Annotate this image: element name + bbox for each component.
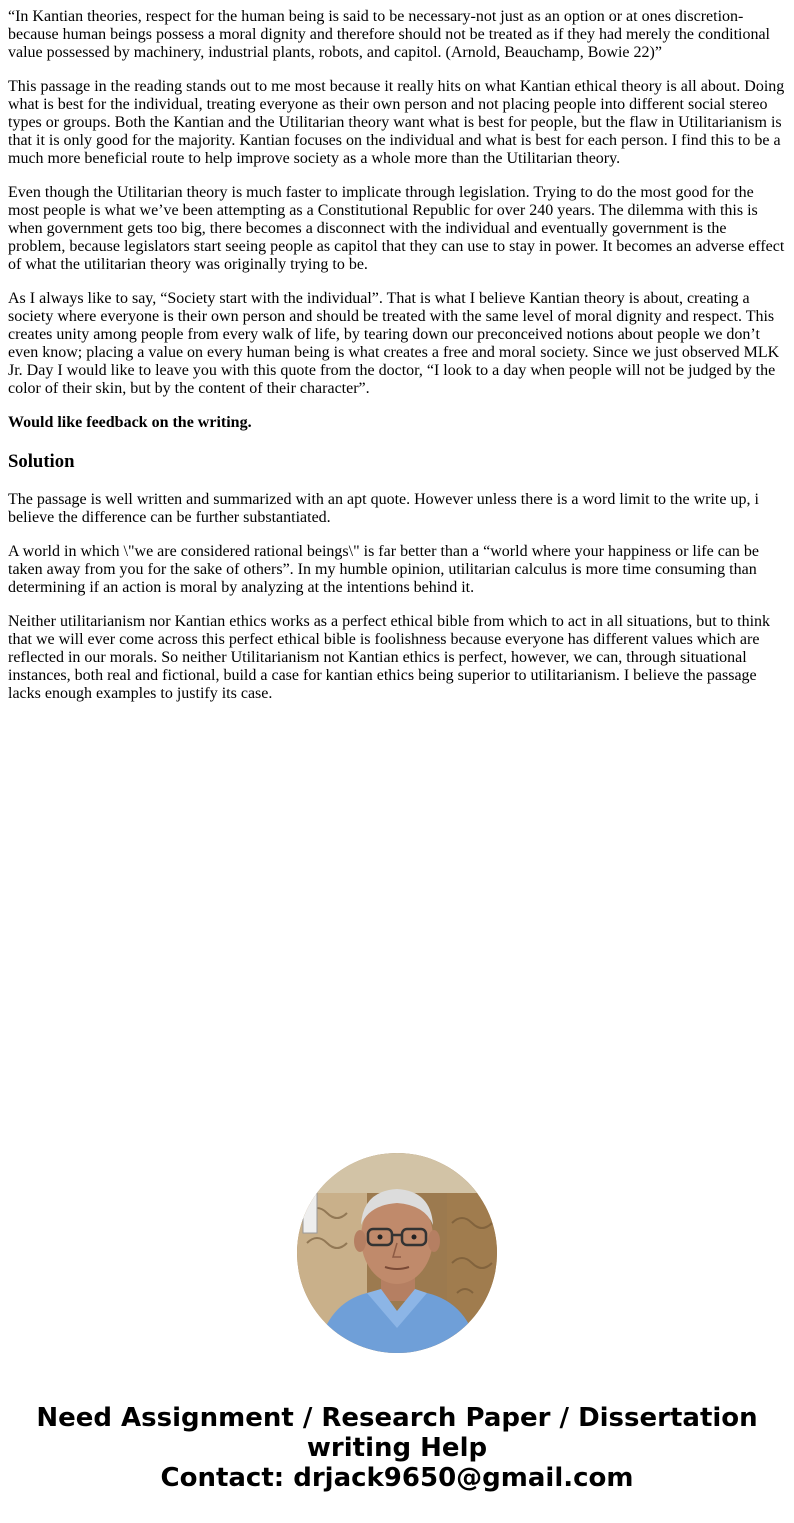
promo-line: writing Help (306, 1433, 488, 1463)
solution-paragraph: Neither utilitarianism nor Kantian ethics works as a perfect ethical bible from which to act in all situations, but to think that we will ever come across this perfect ethical bible is foolishness because everyone has different values which are reflected in our morals. So neither Utilitarianism not Kantian ethics is perfect, however, we can, through situational instances, both real and fictional, build a case for kantian ethics being superior to utilitarianism. I believe the passage lacks enough examples to justify its case. (8, 613, 771, 702)
article-body (8, 8, 786, 719)
feedback-request: Would like feedback on the writing. (8, 414, 252, 431)
opening-quote-paragraph: “In Kantian theories, respect for the human being is said to be necessary-not just as an option or at ones discretion-because human beings possess a moral dignity and therefore should not be treated as if they had merely the conditional value possessed by machinery, industrial plants, robots, and capitol. (Arnold, Beauchamp, Bowie 22)” (8, 8, 770, 61)
author-avatar (297, 1153, 497, 1353)
solution-paragraph: A world in which \"we are considered rational beings\" is far better than a “world where your happiness or life can be taken away from you for the sake of others”. In my humble opinion, utilitarian calculus is more time consuming than determining if an action is moral by analyzing at the intentions behind it. (8, 543, 760, 596)
article-paragraph: Even though the Utilitarian theory is much faster to implicate through legislation. Trying to do the most good for the most people is what we’ve been attempting as a Constitutional Republic for over 240 years. The dilemma with this is when government gets too big, there becomes a disconnect with the individual and eventually government is the problem, because legislators start seeing people as capitol that they can use to stay in power. It becomes an adverse effect of what the utilitarian theory was originally trying to be. (8, 184, 785, 273)
promo-contact: Contact: drjack9650@gmail.com (160, 1463, 634, 1493)
article-paragraph: As I always like to say, “Society start with the individual”. That is what I believe Kantian theory is about, creating a society where everyone is their own person and should be treated with the same level of moral dignity and respect. This creates unity among people from every walk of life, by tearing down our preconceived notions about people we don’t even know; placing a value on every human being is what creates a free and moral society. Since we just observed MLK Jr. Day I would like to leave you with this quote from the doctor, “I look to a day when people will not be judged by the color of their skin, but by the content of their character”. (8, 290, 780, 397)
author-portrait-image (297, 1153, 497, 1353)
solution-paragraph: The passage is well written and summarized with an apt quote. However unless there is a word limit to the write up, i believe the difference can be further substantiated. (8, 491, 759, 526)
solution-heading: Solution (8, 451, 75, 472)
article-paragraph: This passage in the reading stands out to me most because it really hits on what Kantian ethical theory is all about. Doing what is best for the individual, treating everyone as their own person and not placing people into different social stereo types or groups. Both the Kantian and the Utilitarian theory want what is best for people, but the flaw in Utilitarianism is that it is only good for the majority. Kantian focuses on the individual and what is best for each person. I find this to be a much more beneficial route to help improve society as a whole more than the Utilitarian theory. (8, 78, 785, 167)
promo-line: Need Assignment / Research Paper / Dissertation (36, 1403, 758, 1433)
promo-banner (0, 1403, 794, 1493)
